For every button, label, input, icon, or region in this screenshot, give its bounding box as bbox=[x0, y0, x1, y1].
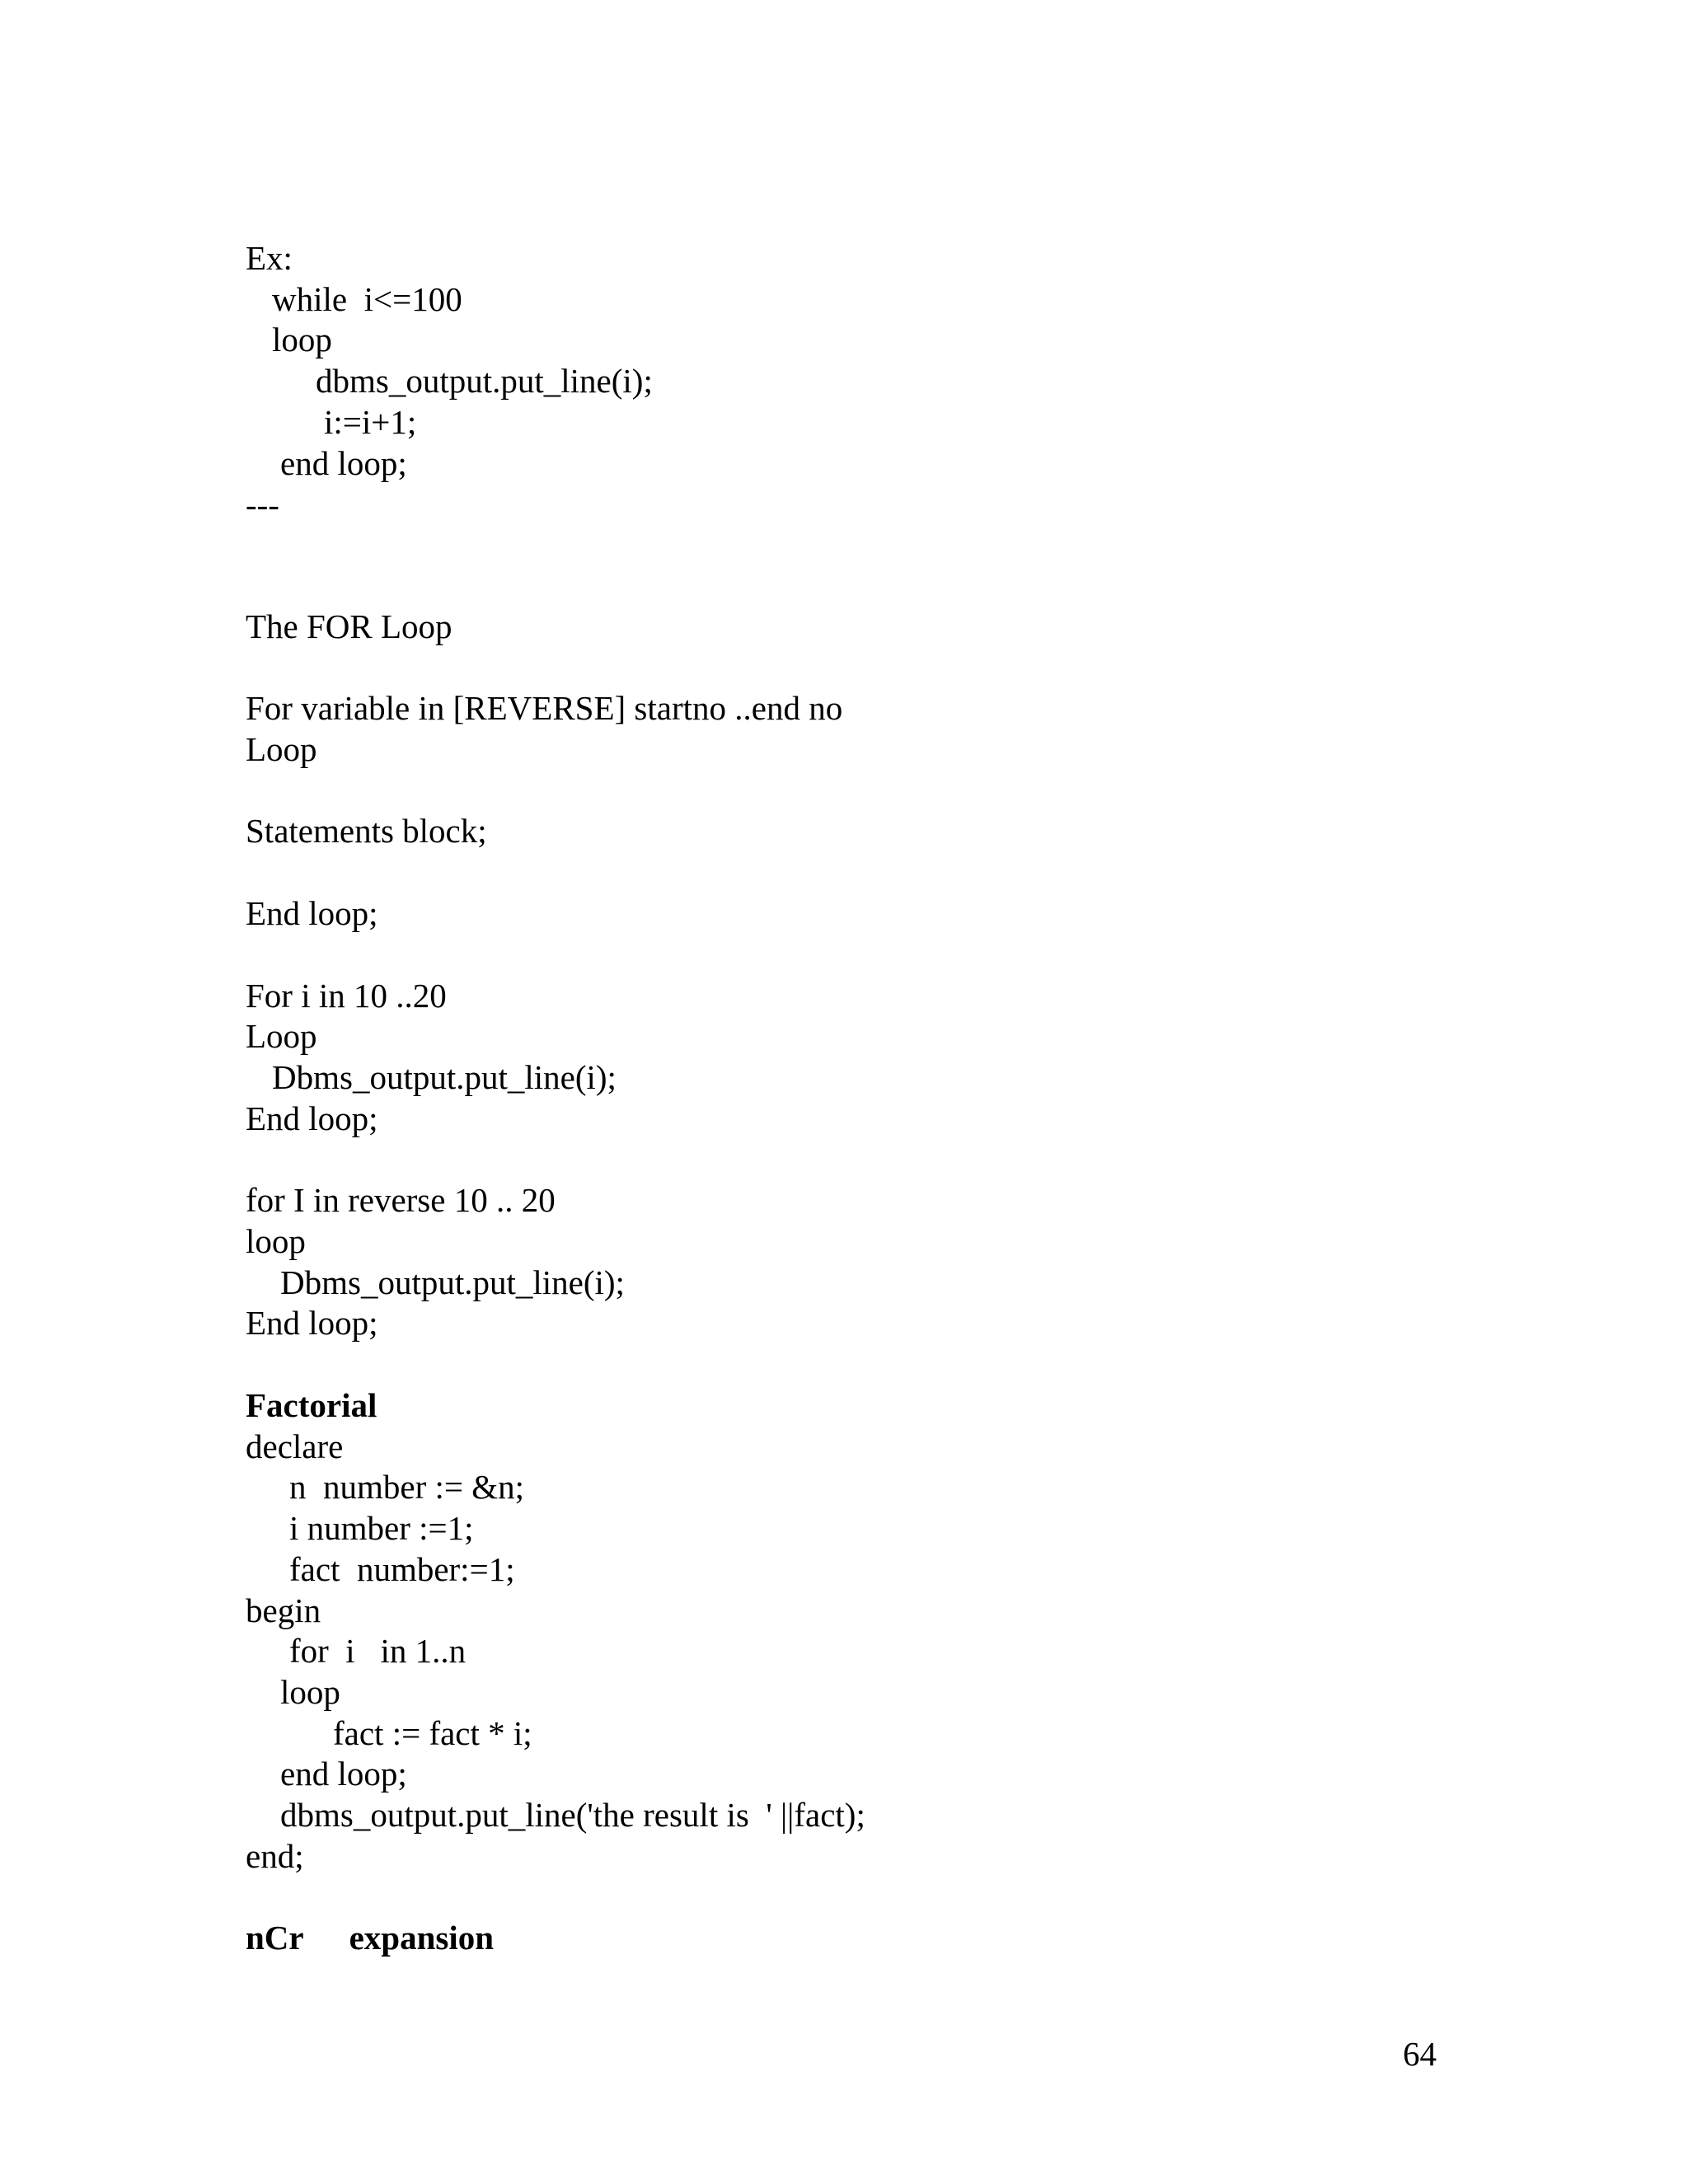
code-line: i:=i+1; bbox=[324, 403, 417, 441]
code-line: loop bbox=[246, 1222, 306, 1260]
code-line: end; bbox=[246, 1837, 304, 1875]
code-line: Loop bbox=[246, 1017, 317, 1055]
code-line: end loop; bbox=[280, 1755, 407, 1793]
code-line: n number := &n; bbox=[289, 1468, 525, 1506]
code-line: Dbms_output.put_line(i); bbox=[272, 1058, 617, 1096]
code-line: For i in 10 ..20 bbox=[246, 977, 447, 1015]
ncr-heading-part2: expansion bbox=[349, 1919, 495, 1957]
code-line: end loop; bbox=[280, 444, 407, 482]
code-line: dbms_output.put_line('the result is ' ||fact); bbox=[280, 1796, 865, 1834]
code-line: for i in 1..n bbox=[289, 1632, 467, 1670]
code-line: loop bbox=[280, 1673, 340, 1711]
syntax-line: End loop; bbox=[246, 894, 378, 932]
syntax-line: Statements block; bbox=[246, 812, 487, 850]
code-line: End loop; bbox=[246, 1099, 378, 1137]
factorial-heading: Factorial bbox=[246, 1386, 377, 1424]
ncr-heading bbox=[246, 1917, 494, 1958]
code-line: begin bbox=[246, 1591, 321, 1629]
syntax-line: For variable in [REVERSE] startno ..end no bbox=[246, 689, 843, 727]
page-number: 64 bbox=[1403, 2035, 1437, 2073]
code-line: fact := fact * i; bbox=[333, 1714, 532, 1752]
code-line: for I in reverse 10 .. 20 bbox=[246, 1181, 556, 1219]
code-line: End loop; bbox=[246, 1304, 378, 1342]
code-line: dbms_output.put_line(i); bbox=[316, 362, 653, 400]
code-line: loop bbox=[272, 321, 332, 359]
code-line: i number :=1; bbox=[289, 1509, 474, 1547]
code-line: declare bbox=[246, 1427, 344, 1465]
section-heading: The FOR Loop bbox=[246, 607, 452, 645]
syntax-line: Loop bbox=[246, 730, 317, 768]
code-line: while i<=100 bbox=[272, 280, 462, 318]
ncr-heading-part1: nCr bbox=[246, 1919, 304, 1957]
example-label: Ex: bbox=[246, 239, 293, 277]
code-line: Dbms_output.put_line(i); bbox=[280, 1263, 625, 1301]
separator: --- bbox=[246, 485, 279, 523]
code-line: fact number:=1; bbox=[289, 1550, 515, 1588]
